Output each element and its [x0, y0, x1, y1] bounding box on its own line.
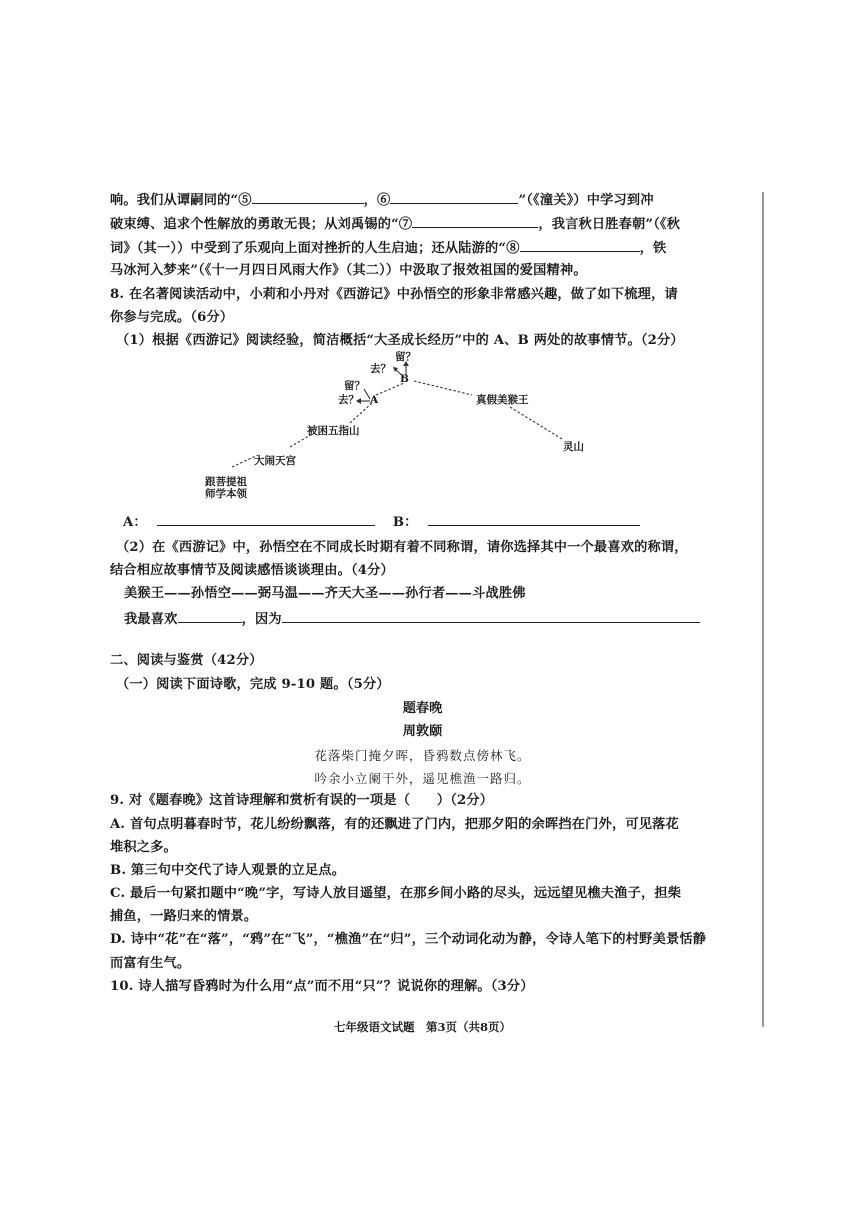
q7-text: ，⑥ [363, 193, 391, 208]
q9-option-c-cont: 捕鱼，一路归来的情景。 [110, 909, 258, 924]
q8-part-1: （1）根据《西游记》阅读经验，简洁概括“大圣成长经历”中的 A、B 两处的故事情节。（2分） [116, 333, 684, 348]
reason-blank[interactable] [282, 609, 700, 623]
node-a-go: 去？ [338, 394, 359, 406]
answer-a-blank[interactable] [157, 512, 375, 526]
titles-sequence: 美猴王——孙悟空——弼马温——齐天大圣——孙行者——斗战胜佛 [124, 586, 526, 601]
node-fake-monkey-king: 真假美猴王 [476, 394, 529, 406]
q8-part-2: （2）在《西游记》中，孙悟空在不同成长时期有着不同称谓，请你选择其中一个最喜欢的称谓， [116, 540, 688, 555]
section-2-heading: 二、阅读与鉴赏（42分） [110, 653, 263, 668]
diagram-path-6 [510, 407, 562, 439]
q8-stem-2: 你参与完成。（6分） [110, 310, 234, 325]
favorite-label: 我最喜欢 [124, 612, 178, 627]
poem-line-2: 吟余小立阑干外，遥见樵渔一路归。 [314, 771, 531, 786]
node-b: B [400, 373, 409, 385]
q7-text: ”（《潼关》）中学习到冲 [518, 193, 654, 208]
node-bodhi [205, 476, 247, 500]
poem-line-1: 花落柴门掩夕晖，昏鸦数点傍林飞。 [314, 748, 531, 763]
blank-7[interactable] [412, 214, 538, 228]
poem-title: 题春晚 [402, 701, 443, 716]
node-b-go: 去？ [370, 363, 391, 375]
section-2-1-heading: （一）阅读下面诗歌，完成 9-10 题。（5分） [116, 677, 390, 692]
node-five-finger-mountain: 被困五指山 [307, 425, 360, 437]
node-b-stay: 留？ [395, 351, 416, 363]
q9-option-a: A. 首句点明暮春时节，花儿纷纷飘落，有的还飘进了门内，把那夕阳的余晖挡在门外，可见落花 [110, 817, 679, 832]
because-label: ，因为 [241, 612, 282, 627]
q7-text: 响。我们从谭嗣同的“⑤ [110, 193, 252, 208]
answer-a-label: A： [123, 515, 147, 530]
blank-6[interactable] [390, 190, 518, 204]
q7-line-3 [110, 238, 735, 258]
q9-option-c: C. 最后一句紧扣题中“晚”字，写诗人放目遥望，在那乡间小路的尽头，远远望见樵夫渔子，担柴 [110, 886, 682, 901]
q9-option-d-cont: 而富有生气。 [110, 956, 191, 971]
q9-option-d: D. 诗中“花”在“落”，“鸦”在“飞”，“樵渔”在“归”，三个动词化动为静，令诗人笔下的村野美景恬静 [110, 932, 707, 947]
node-bodhi-line: 跟菩提祖 [205, 476, 247, 488]
blank-5[interactable] [252, 190, 364, 204]
growth-diagram [190, 345, 610, 515]
q7-line-4: 马冰河入梦来”（《十一月四日风雨大作》（其二））中汲取了报效祖国的爱国精神。 [110, 263, 587, 278]
q9-stem: 9. 对《题春晚》这首诗理解和赏析有误的一项是（ ）（2分） [110, 793, 494, 808]
diagram-path-5 [414, 381, 472, 395]
q7-text: ，铁 [639, 241, 667, 256]
answer-b-blank[interactable] [428, 512, 640, 526]
poem-author: 周敦颐 [402, 724, 443, 739]
q7-text: 词》（其一））中受到了乐观向上面对挫折的人生启迪；还从陆游的“⑧ [110, 241, 520, 256]
q8-stem: 8. 在名著阅读活动中，小莉和小丹对《西游记》中孙悟空的形象非常感兴趣，做了如下梳理，请 [110, 287, 678, 302]
q10-stem: 10. 诗人描写昏鸦时为什么用“点”而不用“只”？说说你的理解。（3分） [110, 979, 534, 994]
node-spirit-mountain: 灵山 [563, 441, 584, 453]
page-footer: 七年级语文试题 第3页（共8页） [333, 1020, 511, 1034]
q9-option-b: B. 第三句中交代了诗人观景的立足点。 [110, 863, 346, 878]
q8-part-2-cont: 结合相应故事情节及阅读感悟谈谈理由。（4分） [110, 563, 394, 578]
q7-text: 破束缚、追求个性解放的勇敢无畏；从刘禹锡的“⑦ [110, 217, 413, 232]
q7-line-2 [110, 214, 735, 234]
node-havoc-heaven: 大闹天宫 [254, 455, 296, 467]
q7-text: ，我言秋日胜春朝”（《秋 [538, 217, 681, 232]
answer-b-label: B： [392, 515, 418, 530]
favorite-blank[interactable] [178, 609, 242, 623]
favorite-row [124, 609, 749, 629]
node-bodhi-line: 师学本领 [205, 488, 247, 500]
blank-8[interactable] [520, 238, 640, 252]
q9-option-a-cont: 堆积之多。 [110, 840, 177, 855]
page-edge-line [762, 192, 764, 1027]
q7-line-1 [110, 190, 735, 210]
answer-row [123, 512, 748, 532]
node-a: A [370, 394, 379, 406]
node-a-stay: 留？ [344, 380, 365, 392]
